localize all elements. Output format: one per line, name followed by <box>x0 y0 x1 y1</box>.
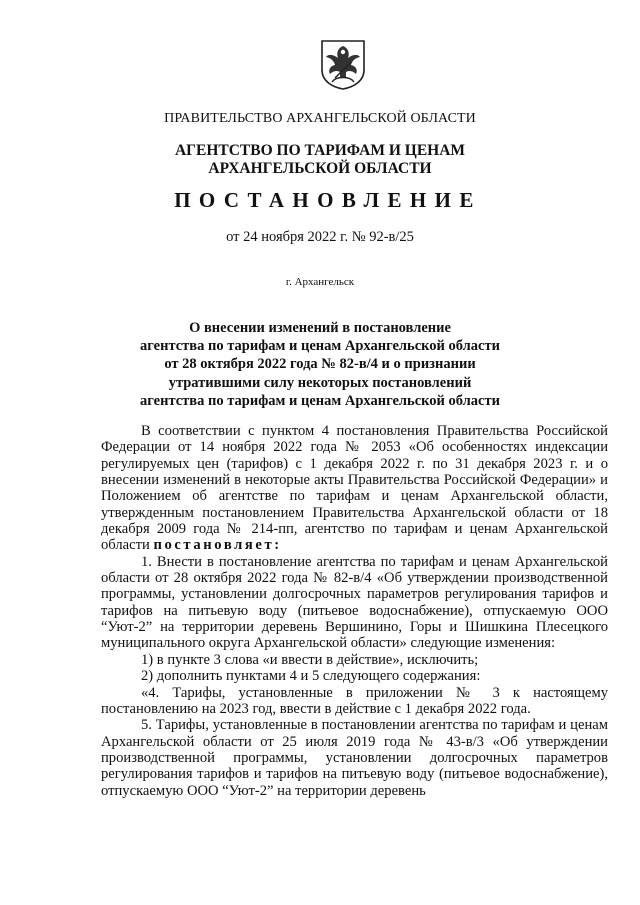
agency-name-line: АРХАНГЕЛЬСКОЙ ОБЛАСТИ <box>208 160 432 177</box>
subject-line: от 28 октября 2022 года № 82-в/4 и о признании <box>164 356 476 373</box>
quoted-item-5: 5. Тарифы, установленные в постановлении агентства по тарифам и ценам Архангельской области от 25 июля 2019 года № 43-в/3 «Об утверждении производственной программы, установлении долгосрочных параметров регулирования тарифов и тарифов на питьевую воду (питьевое водоснабжение), отпускаемую ООО “Уют-2” на территории деревень <box>101 717 608 799</box>
government-name: ПРАВИТЕЛЬСТВО АРХАНГЕЛЬСКОЙ ОБЛАСТИ <box>164 111 476 126</box>
preamble-paragraph <box>101 423 608 554</box>
document-subject <box>0 319 640 410</box>
document-date-number: от 24 ноября 2022 г. № 92-в/25 <box>226 229 414 245</box>
document-city: г. Архангельск <box>285 276 355 288</box>
item-1-subitem-1: 1) в пункте 3 слова «и ввести в действие», исключить; <box>141 651 479 668</box>
item-1-subitem-2: 2) дополнить пунктами 4 и 5 следующего содержания: <box>141 668 481 685</box>
subject-line: О внесении изменений в постановление <box>189 320 451 336</box>
arkhangelsk-coat-of-arms-icon <box>318 38 368 90</box>
subject-line: агентства по тарифам и ценам Архангельской области <box>140 392 500 409</box>
resolves-keyword: постановляет: <box>153 537 282 554</box>
agency-name-line: АГЕНТСТВО ПО ТАРИФАМ И ЦЕНАМ <box>174 142 466 159</box>
subject-line: агентства по тарифам и ценам Архангельской области <box>140 338 500 355</box>
agency-name <box>0 142 640 178</box>
item-1-paragraph: 1. Внести в постановление агентства по тарифам и ценам Архангельской области от 28 октября 2022 года № 82-в/4 «Об утверждении производственной программы, установлении долгосрочных параметров регулирования тарифов и тарифов на питьевую воду (питьевое водоснабжение), отпускаемую ООО “Уют-2” на территории деревень Вершинино, Горы и Шишкина Плесецкого муниципального округа Архангельской области» следующие изменения: <box>101 553 608 652</box>
subject-line: утратившими силу некоторых постановлений <box>168 374 472 391</box>
quoted-item-4: «4. Тарифы, установленные в приложении № 3 к настоящему постановлению на 2023 год, ввести в действие с 1 декабря 2022 года. <box>101 684 608 717</box>
document-body <box>101 423 608 799</box>
document-type-title: ПОСТАНОВЛЕНИЕ <box>174 188 482 212</box>
preamble-text: В соответствии с пунктом 4 постановления Правительства Российской Федерации от 14 ноября 2022 года № 2053 «Об особенностях индексации регулируемых цен (тарифов) с 1 декабря 2022 г. по 31 декабря 2023 г. и о внесении изменений в некоторые акты Правительства Российской Федерации» и Положением об агентстве по тарифам и ценам Архангельской области, утвержденным постановлением Правительства Архангельской области от 18 декабря 2009 года № 214-пп, агентство по тарифам и ценам Архангельской области <box>101 423 608 554</box>
